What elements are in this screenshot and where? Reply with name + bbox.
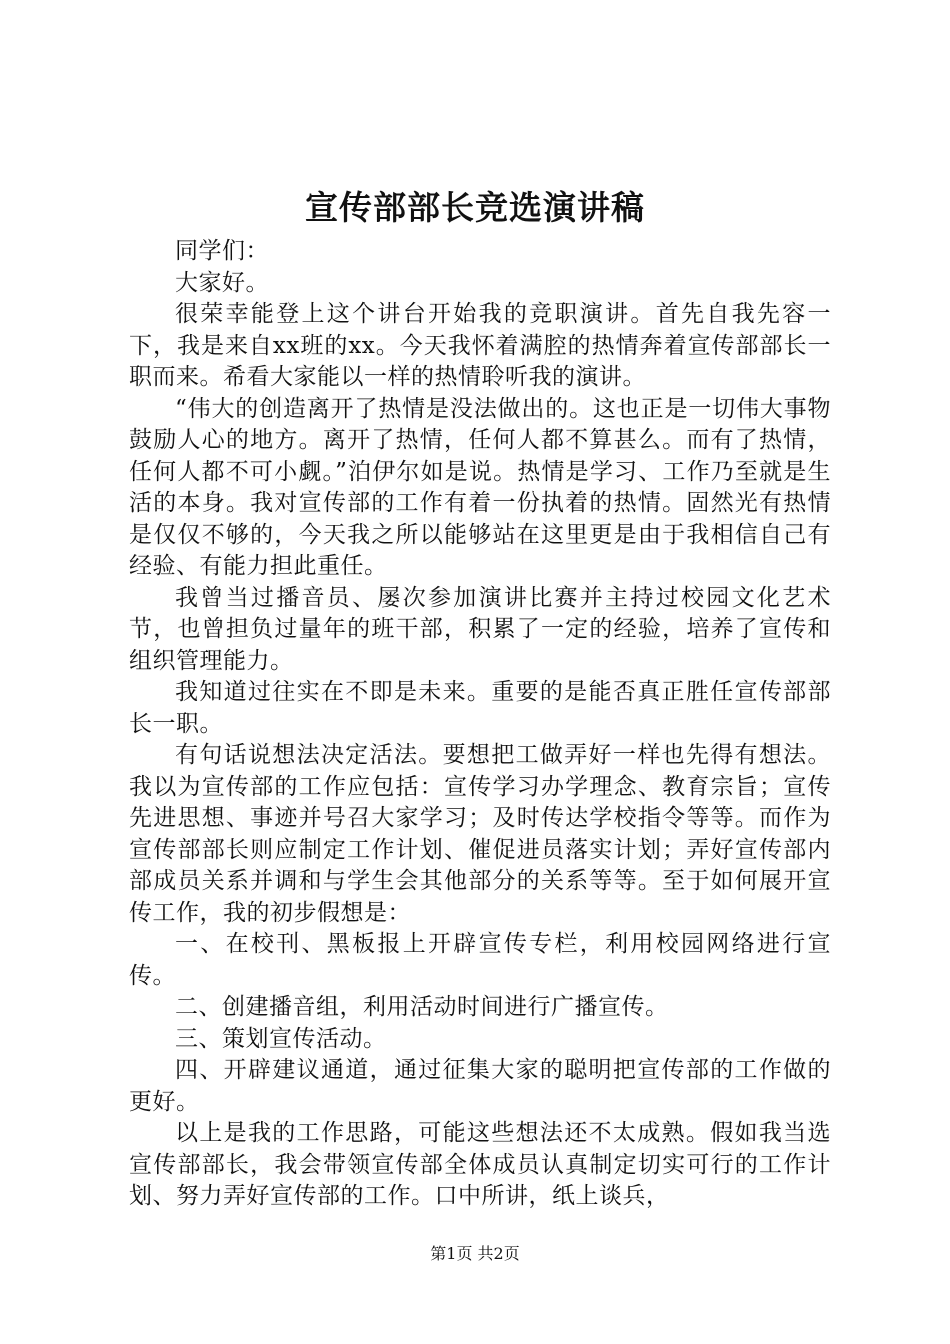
paragraph: 四、开辟建议通道，通过征集大家的聪明把宣传部的工作做的更好。 <box>129 1057 831 1115</box>
paragraph: 二、创建播音组，利用活动时间进行广播宣传。 <box>175 994 669 1020</box>
document-body <box>129 236 831 1213</box>
paragraph: 我知道过往实在不即是未来。重要的是能否真正胜任宣传部部长一职。 <box>129 679 831 737</box>
paragraph: 我曾当过播音员、屡次参加演讲比赛并主持过校园文化艺术节，也曾担负过量年的班干部，积累了一定的经验，培养了宣传和组织管理能力。 <box>129 584 831 674</box>
document-title: 宣传部部长竞选演讲稿 <box>305 188 645 227</box>
paragraph: 同学们： <box>175 238 269 264</box>
paragraph: 三、策划宣传活动。 <box>175 1025 387 1052</box>
paragraph: “伟大的创造离开了热情是没法做出的。这也正是一切伟大事物鼓励人心的地方。离开了热情，任何人都不算甚么。而有了热情，任何人都不可小觑。”泊伊尔如是说。热情是学习、工作乃至就是生活的本身。我对宣传部的工作有着一份执着的热情。固然光有热情是仅仅不够的，今天我之所以能够站在这里更是由于我相信自己有经验、有能力担此重任。 <box>129 395 831 579</box>
paragraph: 有句话说想法决定活法。要想把工做弄好一样也先得有想法。我以为宣传部的工作应包括：宣传学习办学理念、教育宗旨；宣传先进思想、事迹并号召大家学习；及时传达学校指令等等。而作为宣传部部长则应制定工作计划、催促进员落实计划；弄好宣传部内部成员关系并调和与学生会其他部分的关系等等。至于如何展开宣传工作，我的初步假想是： <box>129 742 831 926</box>
page-number-footer: 第1页 共2页 <box>430 1244 520 1263</box>
paragraph: 很荣幸能登上这个讲台开始我的竞职演讲。首先自我先容一下，我是来自xx班的xx。今天我怀着满腔的热情奔着宣传部部长一职而来。希看大家能以一样的热情聆听我的演讲。 <box>129 301 831 390</box>
paragraph: 大家好。 <box>175 269 269 296</box>
paragraph: 一、在校刊、黑板报上开辟宣传专栏，利用校园网络进行宣传。 <box>129 931 831 989</box>
paragraph: 以上是我的工作思路，可能这些想法还不太成熟。假如我当选宣传部部长，我会带领宣传部全体成员认真制定切实可行的工作计划、努力弄好宣传部的工作。口中所讲，纸上谈兵， <box>129 1120 831 1209</box>
